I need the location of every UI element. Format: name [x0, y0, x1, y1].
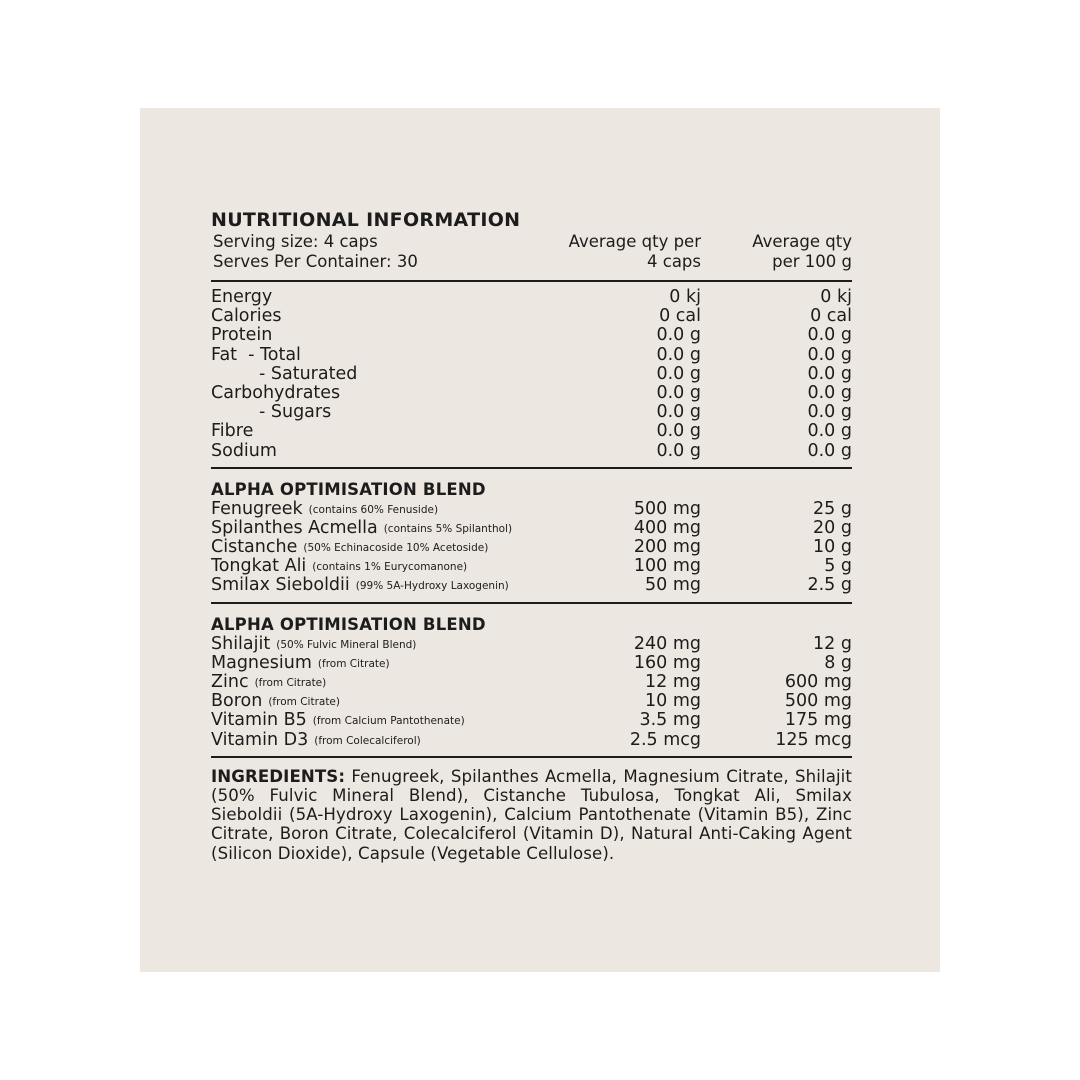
blend-item-name-wrap — [211, 654, 390, 674]
nutrient-name: Carbohydrates — [211, 382, 341, 403]
divider — [211, 467, 852, 469]
per-100g-value: 0.0 g — [807, 363, 852, 384]
per-serve-value: 2.5 mcg — [629, 729, 701, 750]
blend-row — [211, 635, 852, 654]
per-100g-value: 5 g — [824, 556, 852, 577]
blend-row — [211, 692, 852, 711]
per-serve-value: 10 mg — [645, 691, 701, 712]
per-serve-value: 50 mg — [645, 575, 701, 596]
blend-2-rows — [211, 635, 852, 750]
nutrient-row — [211, 365, 852, 384]
blend-item-note: (contains 5% Spilanthol) — [383, 522, 513, 535]
blend-row — [211, 731, 852, 750]
nutrient-row — [211, 288, 852, 307]
nutrient-name: Fat - Total — [211, 344, 301, 365]
per-serve-value: 200 mg — [633, 537, 701, 558]
per-100g-value: 0 cal — [810, 306, 852, 327]
per-100g-value: 600 mg — [784, 672, 852, 692]
ingredients-text — [211, 767, 852, 863]
blend-item-name-wrap — [211, 731, 421, 751]
blend-item-note: (from Colecalciferol) — [314, 734, 421, 747]
blend-row — [211, 519, 852, 538]
blend-item-name: Vitamin D3 — [211, 729, 309, 750]
blend-row — [211, 654, 852, 673]
blend-item-note: (contains 60% Fenuside) — [308, 503, 439, 516]
blend-item-name: Boron — [211, 691, 263, 712]
blend-item-note: (50% Fulvic Mineral Blend) — [276, 638, 417, 651]
column-header-per-100g — [712, 232, 852, 271]
per-serve-value: 0.0 g — [656, 344, 701, 365]
blend-item-name-wrap — [211, 538, 488, 558]
serving-info — [213, 232, 418, 271]
per-serve-value: 0.0 g — [656, 421, 701, 442]
blend-item-name: Smilax Sieboldii — [211, 575, 350, 596]
nutrient-row — [211, 403, 852, 422]
blend-item-note: (from Citrate) — [317, 657, 390, 670]
blend-item-note: (from Calcium Pantothenate) — [312, 715, 465, 728]
nutrient-name: - Sugars — [259, 402, 332, 423]
blend-item-name: Shilajit — [211, 633, 271, 654]
per-100g-value: 0.0 g — [807, 440, 852, 461]
ingredients-label: INGREDIENTS: — [211, 766, 346, 786]
nutrient-rows — [211, 282, 852, 461]
blend-item-name-wrap — [211, 635, 416, 655]
column-header-per-100g-line1: Average qty — [752, 232, 852, 251]
blend-row — [211, 538, 852, 557]
blend-item-name: Zinc — [211, 672, 249, 692]
blend-row — [211, 711, 852, 730]
blend-2-title: ALPHA OPTIMISATION BLEND — [211, 614, 486, 634]
per-100g-value: 0.0 g — [807, 344, 852, 365]
per-100g-value: 10 g — [813, 537, 852, 558]
blend-row — [211, 557, 852, 576]
per-100g-value: 0.0 g — [807, 402, 852, 423]
column-header-per-serve — [481, 232, 701, 271]
blend-item-name-wrap — [211, 557, 467, 577]
per-100g-value: 8 g — [824, 652, 852, 673]
blend-1-title: ALPHA OPTIMISATION BLEND — [211, 479, 486, 499]
nutrient-row — [211, 326, 852, 345]
blend-row — [211, 673, 852, 692]
per-serve-value: 0 cal — [659, 306, 701, 327]
per-serve-value: 100 mg — [633, 556, 701, 577]
blend-item-note: (from Citrate) — [254, 677, 327, 689]
per-serve-value: 0.0 g — [656, 440, 701, 461]
blend-item-name-wrap — [211, 692, 340, 712]
per-100g-value: 175 mg — [784, 710, 852, 731]
divider — [211, 602, 852, 604]
per-100g-value: 20 g — [813, 517, 852, 538]
divider — [211, 756, 852, 758]
blend-item-name: Cistanche — [211, 537, 298, 558]
nutrition-panel — [211, 208, 852, 863]
per-100g-value: 2.5 g — [807, 575, 852, 596]
nutrient-row — [211, 384, 852, 403]
blend-item-name: Spilanthes Acmella — [211, 517, 378, 538]
per-serve-value: 0 kj — [669, 287, 701, 307]
per-100g-value: 12 g — [813, 633, 852, 654]
per-100g-value: 500 mg — [784, 691, 852, 712]
per-100g-value: 0 kj — [820, 287, 852, 307]
per-serve-value: 500 mg — [633, 498, 701, 519]
blend-item-name: Magnesium — [211, 652, 312, 673]
per-100g-value: 0.0 g — [807, 421, 852, 442]
nutrient-row — [211, 346, 852, 365]
panel-title: NUTRITIONAL INFORMATION — [211, 209, 521, 231]
nutrient-name: Energy — [211, 287, 273, 307]
nutrient-name: Fibre — [211, 421, 254, 442]
per-serve-value: 3.5 mg — [639, 710, 701, 731]
per-100g-value: 0.0 g — [807, 382, 852, 403]
per-serve-value: 160 mg — [633, 652, 701, 673]
per-serve-value: 0.0 g — [656, 382, 701, 403]
nutrient-name: Sodium — [211, 440, 277, 461]
blend-item-note: (from Citrate) — [268, 696, 340, 709]
per-serve-value: 12 mg — [645, 672, 701, 692]
blend-item-name-wrap — [211, 673, 326, 693]
serves-per-container: Serves Per Container: 30 — [213, 251, 418, 271]
serving-header — [211, 232, 852, 272]
per-serve-value: 0.0 g — [656, 325, 701, 346]
column-header-per-serve-line1: Average qty per — [568, 232, 701, 251]
per-100g-value: 125 mcg — [775, 729, 852, 750]
column-header-per-100g-line2: per 100 g — [772, 251, 852, 271]
ingredients-list: Fenugreek, Spilanthes Acmella, Magnesium Citrate, Shilajit (50% Fulvic Mineral Blend), Cistanche Tubulosa, Tongkat Ali, Smilax Sieboldii (5A-Hydroxy Laxogenin), Calcium Pantothenate (Vitamin B5), Zinc Citrate, Boron Citrate, Colecalciferol (Vitamin D), Natural Anti-Caking Agent (Silicon Dioxide), Capsule (Vegetable Cellulose). — [211, 766, 852, 863]
column-header-per-serve-line2: 4 caps — [647, 251, 701, 271]
nutrient-row — [211, 307, 852, 326]
nutrition-label-card — [140, 108, 940, 972]
nutrient-name: Calories — [211, 306, 282, 327]
nutrient-name: Protein — [211, 325, 273, 346]
blend-item-name-wrap — [211, 519, 512, 539]
per-100g-value: 0.0 g — [807, 325, 852, 346]
per-serve-value: 0.0 g — [656, 363, 701, 384]
blend-item-name: Tongkat Ali — [211, 556, 307, 577]
per-serve-value: 240 mg — [633, 633, 701, 654]
blend-row — [211, 500, 852, 519]
blend-item-name: Vitamin B5 — [211, 710, 307, 731]
per-serve-value: 0.0 g — [656, 402, 701, 423]
blend-item-name-wrap — [211, 711, 465, 731]
blend-item-note: (contains 1% Eurycomanone) — [312, 561, 468, 574]
per-serve-value: 400 mg — [633, 517, 701, 538]
blend-item-note: (50% Echinacoside 10% Acetoside) — [303, 542, 489, 555]
per-100g-value: 25 g — [813, 498, 852, 519]
blend-item-name-wrap — [211, 576, 509, 596]
blend-item-note: (99% 5A-Hydroxy Laxogenin) — [355, 580, 509, 593]
blend-row — [211, 576, 852, 595]
blend-item-name-wrap — [211, 500, 438, 520]
nutrient-row — [211, 422, 852, 441]
nutrient-row — [211, 442, 852, 461]
blend-1-rows — [211, 500, 852, 596]
serving-size: Serving size: 4 caps — [213, 232, 378, 251]
nutrient-name: - Saturated — [259, 363, 358, 384]
blend-item-name: Fenugreek — [211, 498, 303, 519]
